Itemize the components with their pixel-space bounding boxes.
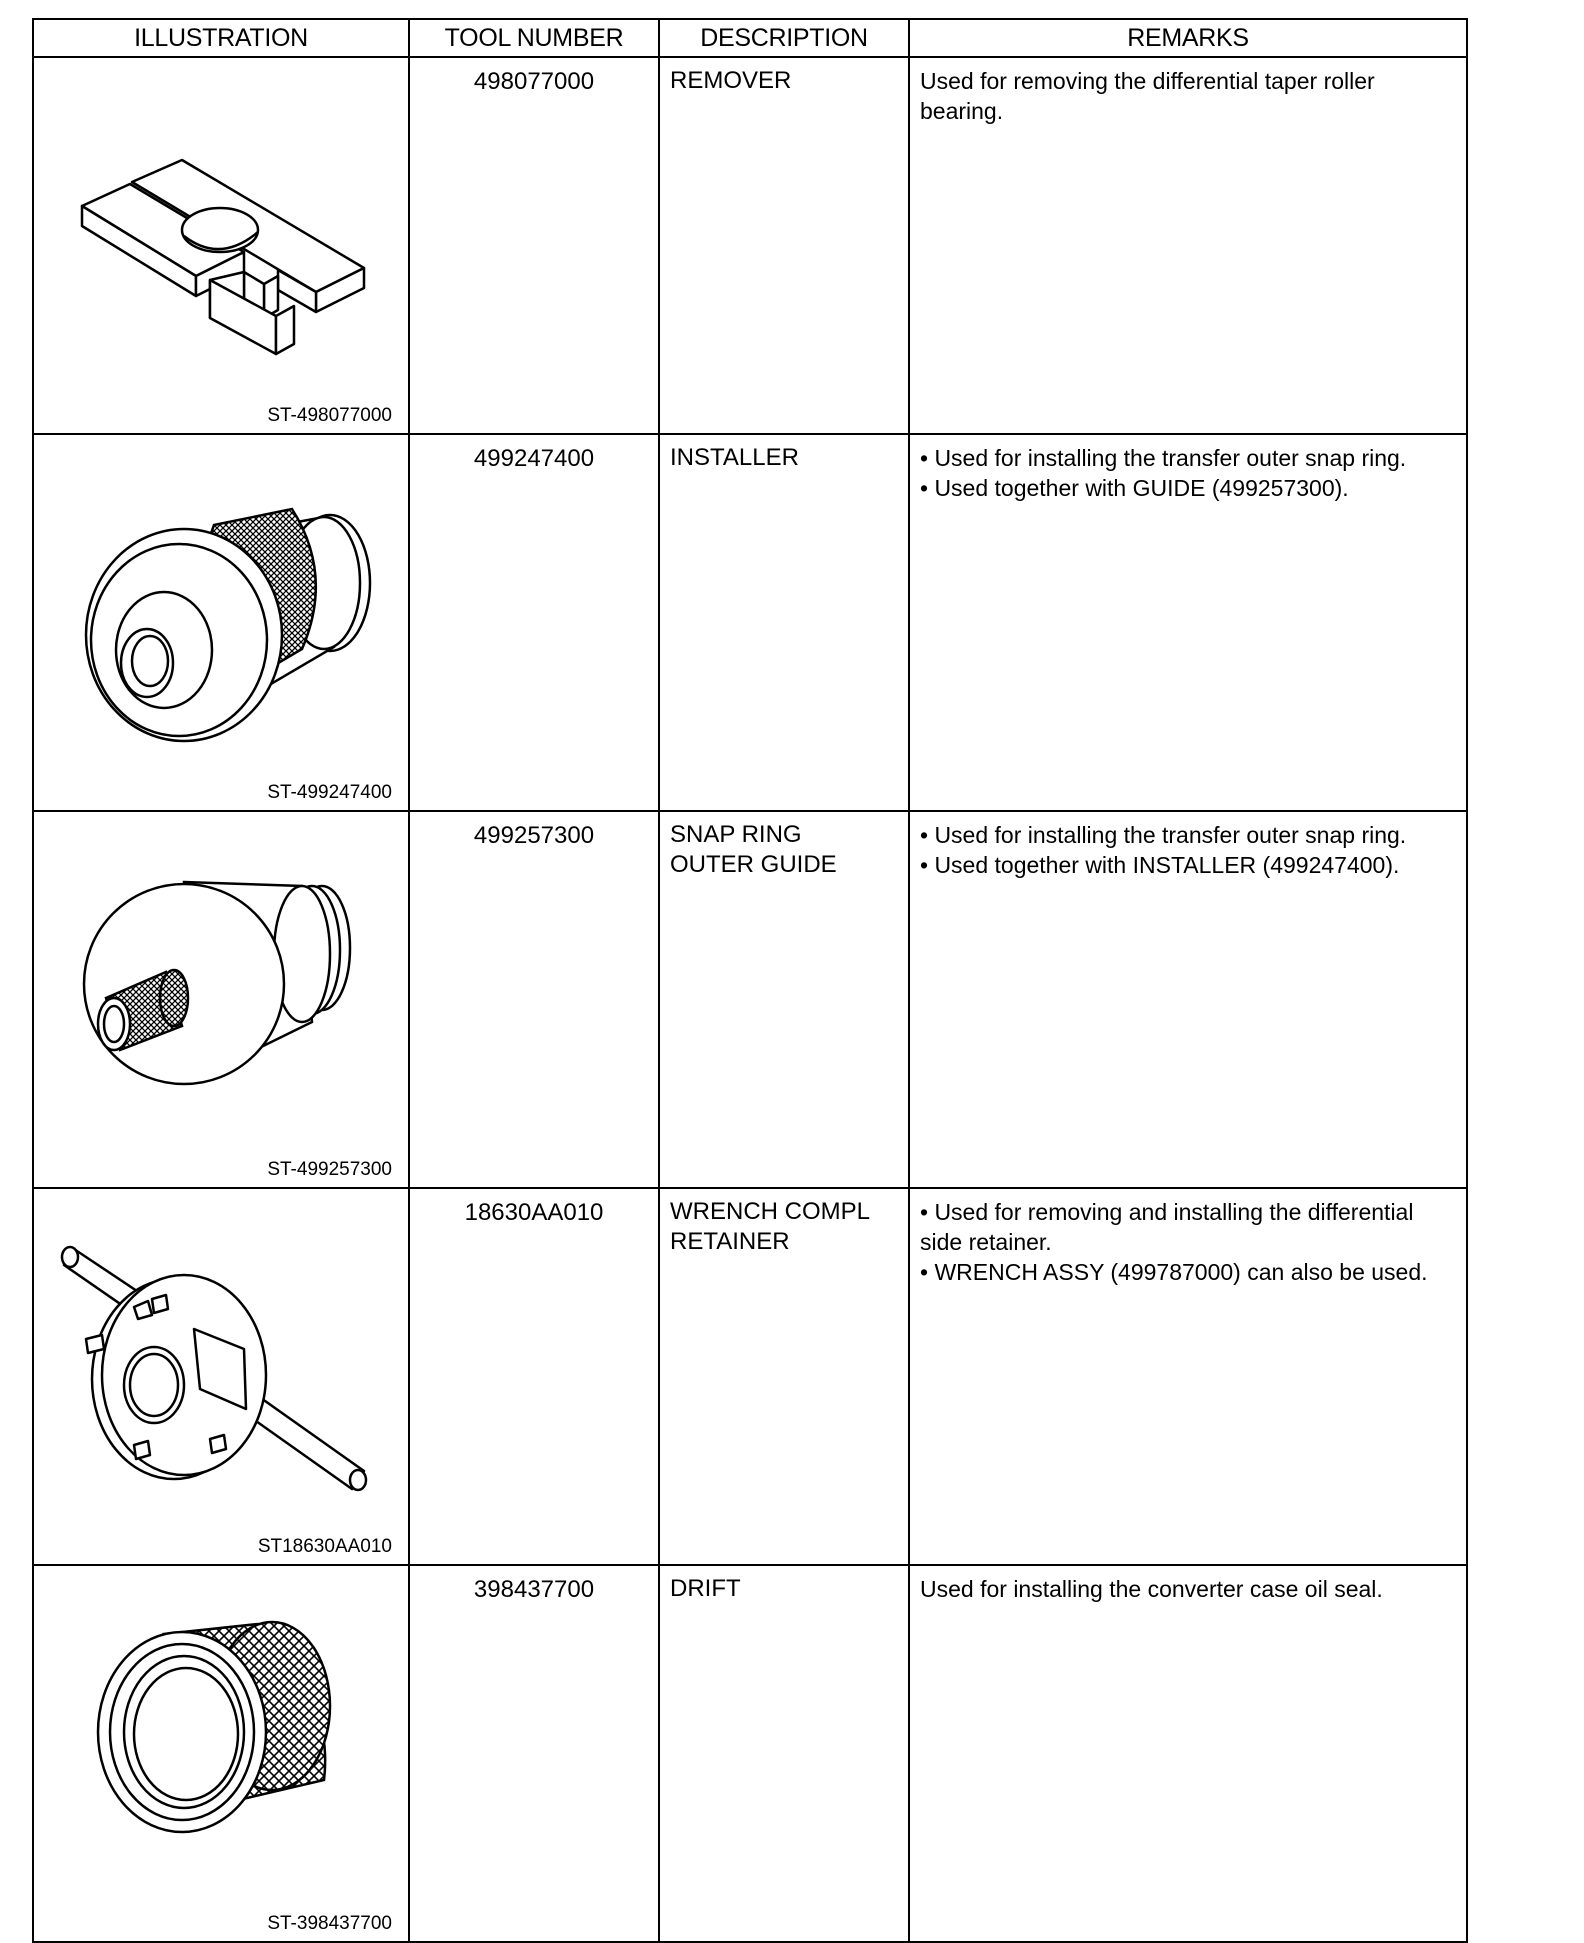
- table-row: [33, 1188, 1467, 1565]
- tool-number-cell: 498077000: [409, 57, 659, 434]
- special-tools-table: [32, 18, 1468, 1943]
- remarks-cell: [909, 434, 1467, 811]
- header-remarks: REMARKS: [909, 19, 1467, 57]
- illustration-cell: [33, 1565, 409, 1942]
- snap-ring-guide-icon: [34, 812, 408, 1177]
- illustration-cell: [33, 434, 409, 811]
- description-line: DRIFT: [670, 1575, 741, 1602]
- description-cell: [659, 811, 909, 1188]
- header-tool-number: TOOL NUMBER: [409, 19, 659, 57]
- remark-line: • Used for installing the transfer outer snap ring.: [920, 445, 1407, 471]
- remarks-cell: [909, 57, 1467, 434]
- illustration-cell: [33, 57, 409, 434]
- illustration-cell: [33, 811, 409, 1188]
- table-row: [33, 811, 1467, 1188]
- installer-icon: [34, 435, 408, 800]
- illustration-code: ST18630AA010: [257, 1536, 392, 1557]
- description-cell: [659, 1188, 909, 1565]
- description-cell: [659, 57, 909, 434]
- tool-number-cell: 499247400: [409, 434, 659, 811]
- tool-number-cell: 398437700: [409, 1565, 659, 1942]
- tool-number-cell: 18630AA010: [409, 1188, 659, 1565]
- remark-line: • WRENCH ASSY (499787000) can also be used.: [920, 1259, 1428, 1285]
- header-illustration: ILLUSTRATION: [33, 19, 409, 57]
- description-cell: [659, 1565, 909, 1942]
- remark-line: • Used for removing and installing the differential side retainer.: [920, 1199, 1414, 1255]
- table-row: [33, 57, 1467, 434]
- illustration-code: ST-499247400: [267, 782, 392, 803]
- description-line: INSTALLER: [670, 444, 799, 471]
- header-description: DESCRIPTION: [659, 19, 909, 57]
- drift-icon: [34, 1566, 408, 1931]
- remover-plate-icon: [34, 58, 408, 423]
- table-row: [33, 434, 1467, 811]
- illustration-code: ST-498077000: [267, 405, 392, 426]
- header-row: [33, 19, 1467, 57]
- remark-line: • Used together with INSTALLER (499247400).: [920, 852, 1400, 878]
- remarks-cell: [909, 1188, 1467, 1565]
- illustration-cell: [33, 1188, 409, 1565]
- description-line: OUTER GUIDE: [670, 851, 837, 878]
- illustration-code: ST-398437700: [267, 1913, 392, 1934]
- remark-line: Used for removing the differential taper roller bearing.: [920, 68, 1375, 124]
- wrench-retainer-icon: [34, 1189, 408, 1554]
- remarks-cell: [909, 811, 1467, 1188]
- tool-number-cell: 499257300: [409, 811, 659, 1188]
- remarks-cell: [909, 1565, 1467, 1942]
- remark-line: • Used for installing the transfer outer snap ring.: [920, 822, 1407, 848]
- table-row: [33, 1565, 1467, 1942]
- description-line: REMOVER: [670, 67, 792, 94]
- description-line: SNAP RING: [670, 821, 802, 848]
- remark-line: Used for installing the converter case oil seal.: [920, 1576, 1383, 1602]
- description-line: RETAINER: [670, 1228, 790, 1255]
- illustration-code: ST-499257300: [267, 1159, 392, 1180]
- remark-line: • Used together with GUIDE (499257300).: [920, 475, 1349, 501]
- description-line: WRENCH COMPL: [670, 1198, 871, 1225]
- description-cell: [659, 434, 909, 811]
